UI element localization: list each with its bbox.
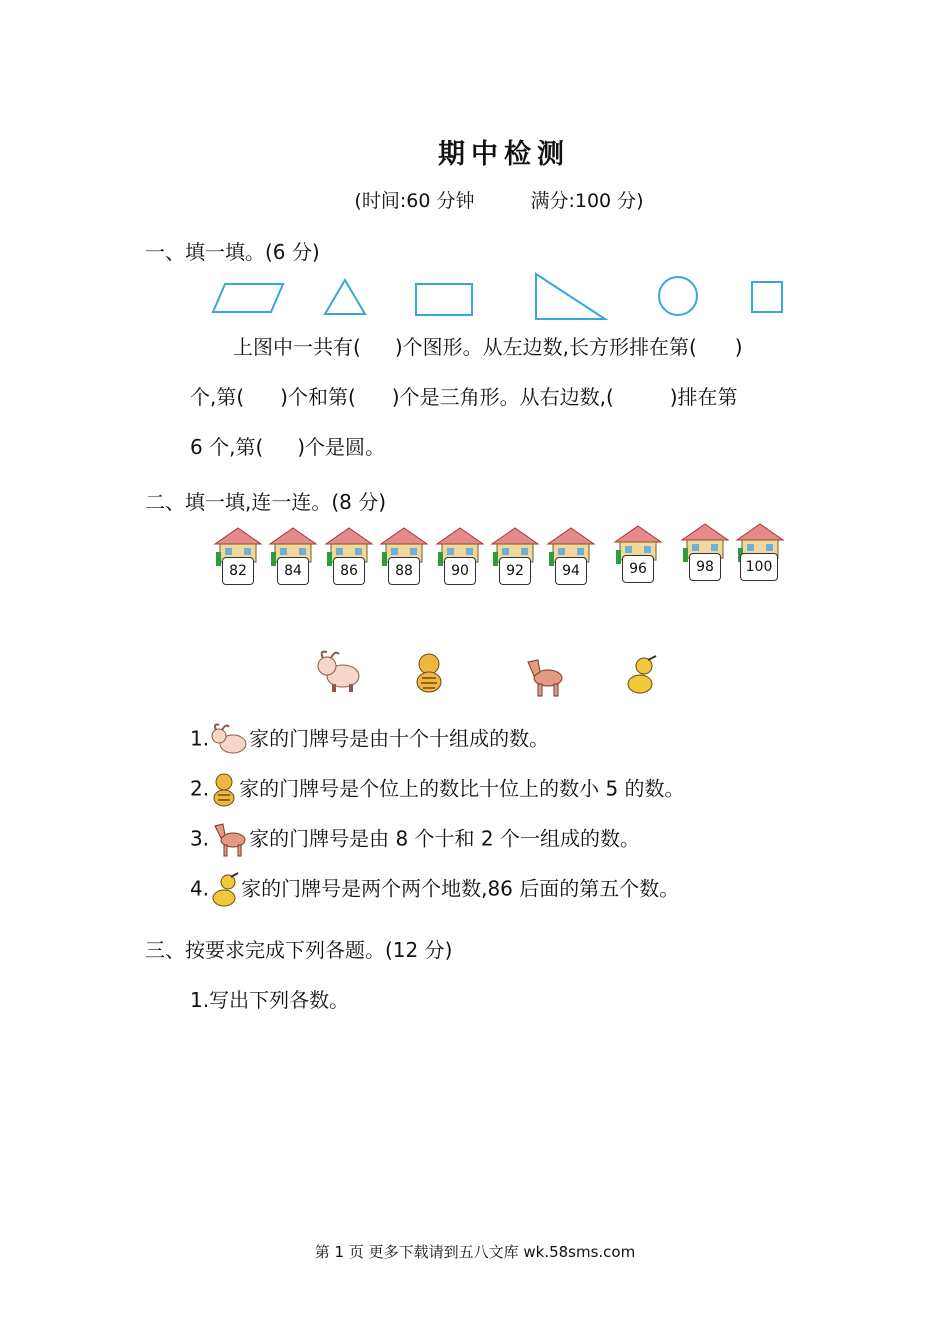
question-4: 4. 家的门牌号是两个两个地数,86 后面的第五个数。	[190, 872, 679, 908]
full-score: 满分:100 分)	[530, 190, 644, 212]
section1-line2: 个,第( )个和第( )个是三角形。从右边数,( )排在第	[190, 385, 738, 409]
section3-heading: 三、按要求完成下列各题。(12 分)	[145, 938, 453, 962]
house-icon	[680, 522, 730, 586]
door-number: 82	[222, 557, 254, 585]
question-1: 1. 家的门牌号是由十个十组成的数。	[190, 722, 549, 758]
exam-subtitle	[0, 186, 950, 213]
door-number: 88	[388, 557, 420, 585]
door-number: 94	[555, 557, 587, 585]
house-icon	[490, 526, 540, 590]
shapes-row	[205, 270, 795, 326]
door-number: 84	[277, 557, 309, 585]
door-number: 92	[499, 557, 531, 585]
dog-icon	[622, 654, 660, 696]
door-number: 90	[444, 557, 476, 585]
section3-item1: 1.写出下列各数。	[190, 988, 350, 1012]
page-title: 期中检测	[438, 139, 570, 170]
question-3: 3. 家的门牌号是由 8 个十和 2 个一组成的数。	[190, 822, 640, 858]
question-2: 2. 家的门牌号是个位上的数比十位上的数小 5 的数。	[190, 772, 685, 808]
circle-icon	[659, 277, 697, 315]
house-icon	[379, 526, 429, 590]
dog-icon	[209, 872, 241, 908]
goat-icon	[209, 722, 249, 758]
section1-heading: 一、填一填。(6 分)	[145, 240, 320, 264]
door-number: 96	[622, 555, 654, 583]
tiger-icon	[412, 652, 448, 694]
goat-icon	[315, 648, 363, 692]
parallelogram-icon	[213, 284, 283, 312]
horse-icon	[522, 656, 566, 698]
house-icon	[735, 522, 785, 586]
houses-row	[213, 522, 783, 592]
house-icon	[613, 524, 663, 588]
door-number: 86	[333, 557, 365, 585]
house-icon	[213, 526, 263, 590]
house-icon	[324, 526, 374, 590]
house-icon	[546, 526, 596, 590]
section1-line3: 6 个,第( )个是圆。	[190, 435, 386, 459]
section2-heading: 二、填一填,连一连。(8 分)	[145, 490, 387, 514]
rectangle-icon	[416, 284, 472, 315]
door-number: 98	[689, 553, 721, 581]
tiger-icon	[209, 772, 239, 808]
door-number: 100	[740, 553, 778, 581]
right-triangle-icon	[536, 274, 605, 319]
page-footer: 第 1 页 更多下载请到五八文库 wk.58sms.com	[314, 1243, 636, 1261]
section1-line1: 上图中一共有( )个图形。从左边数,长方形排在第( )	[233, 335, 743, 359]
house-icon	[268, 526, 318, 590]
square-icon	[752, 282, 782, 312]
house-icon	[435, 526, 485, 590]
time-limit: (时间:60 分钟	[354, 190, 475, 212]
horse-icon	[209, 822, 249, 858]
triangle-icon	[325, 280, 365, 314]
